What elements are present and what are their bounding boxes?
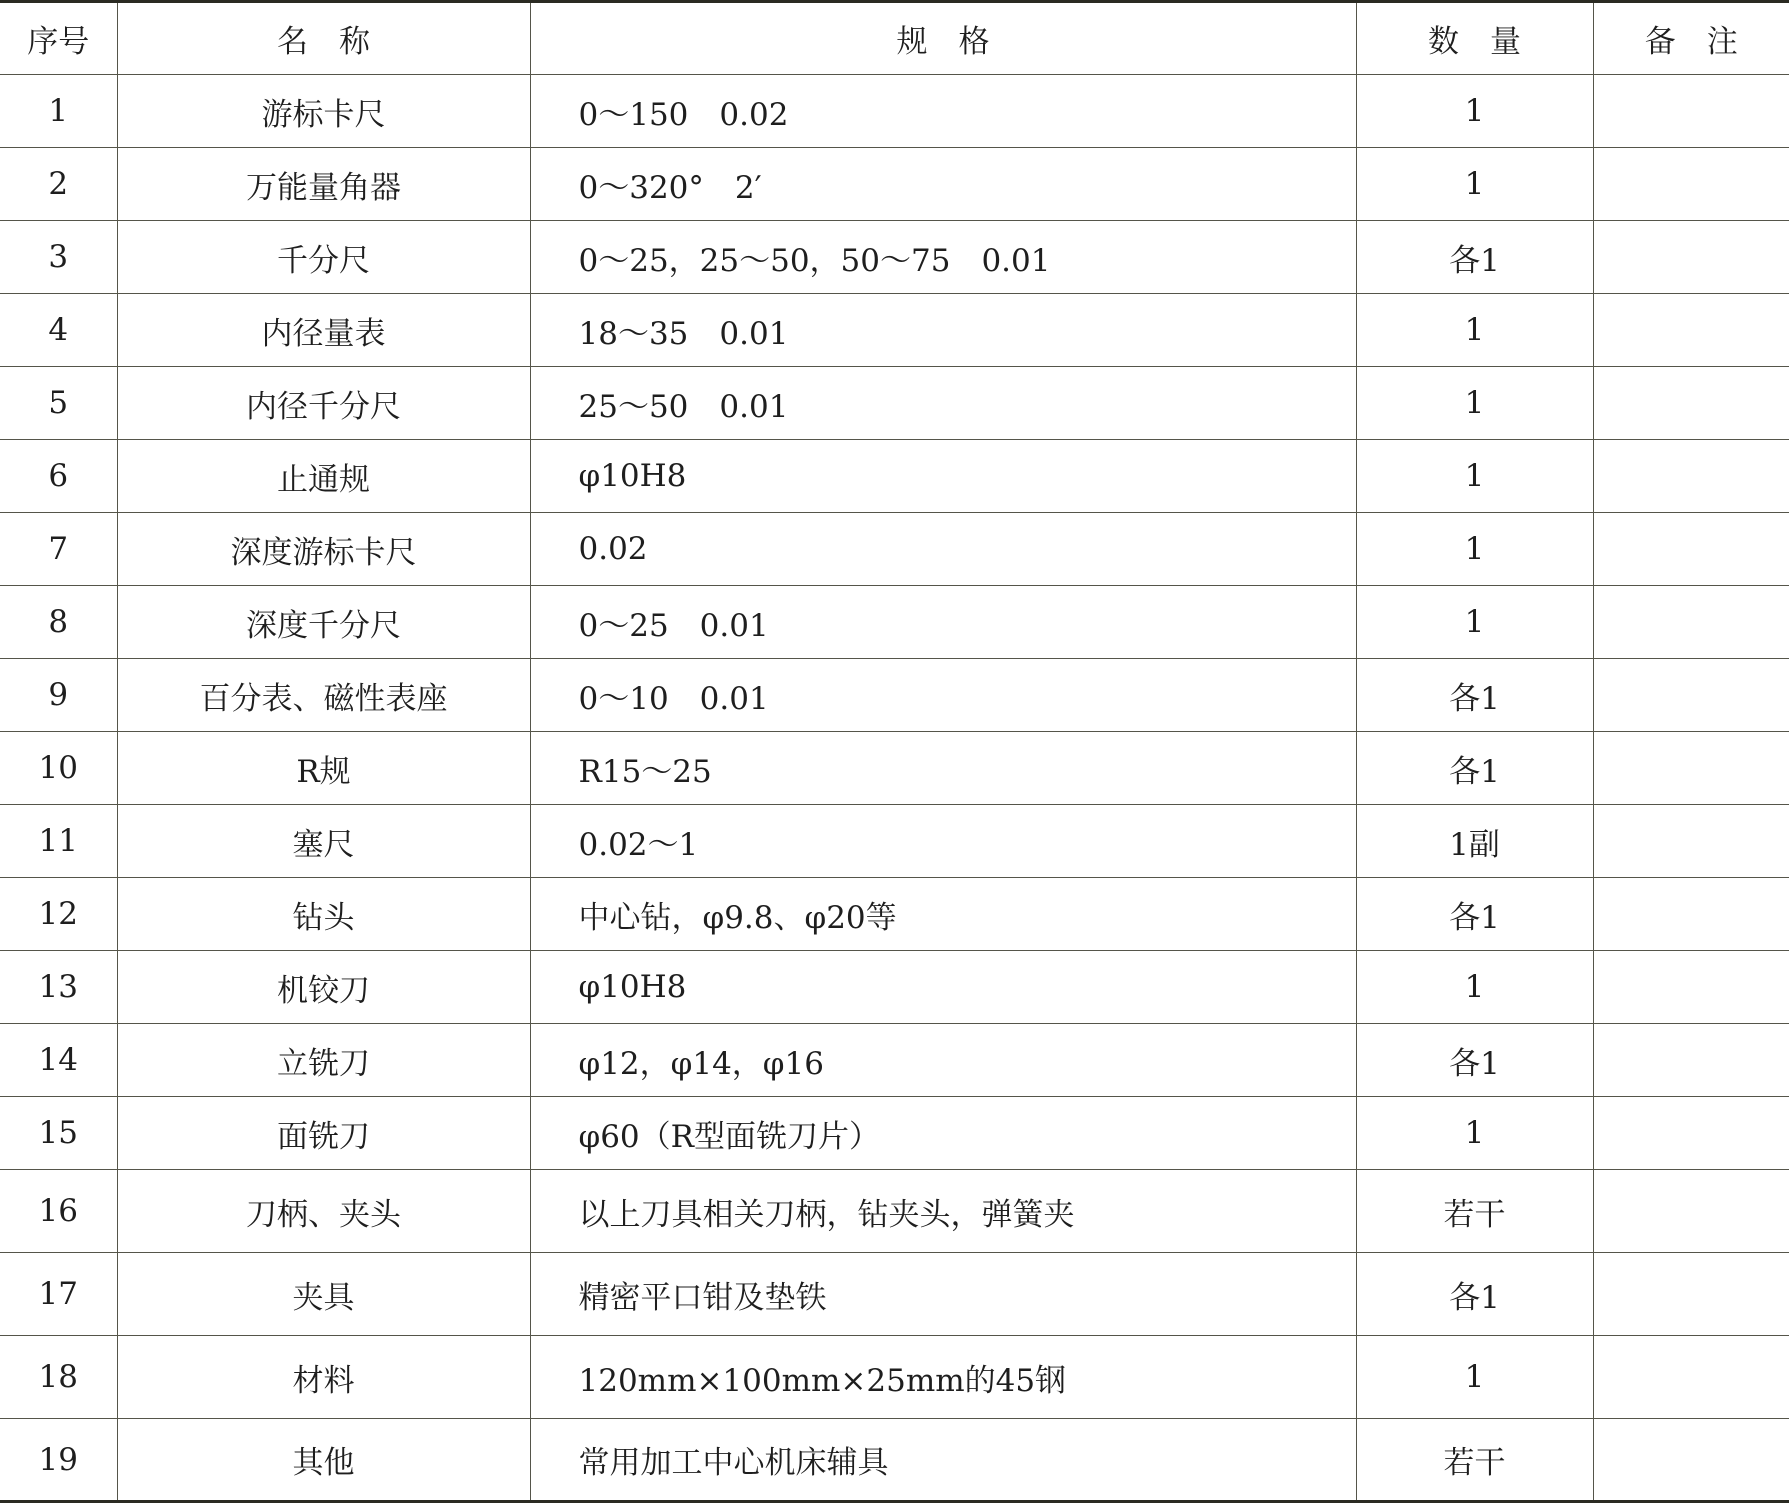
table-row — [0, 294, 1789, 367]
cell-quantity: 1副 — [1356, 805, 1593, 878]
table-header-row — [0, 2, 1789, 75]
cell-specification: 常用加工中心机床辅具 — [530, 1419, 1356, 1502]
table-row — [0, 1024, 1789, 1097]
table-row — [0, 1419, 1789, 1502]
cell-name: 万能量角器 — [117, 148, 530, 221]
cell-name: 深度千分尺 — [117, 586, 530, 659]
cell-serial-number: 12 — [0, 878, 117, 951]
cell-name: R规 — [117, 732, 530, 805]
cell-remarks — [1593, 805, 1789, 878]
cell-remarks — [1593, 1170, 1789, 1253]
cell-remarks — [1593, 148, 1789, 221]
cell-serial-number: 19 — [0, 1419, 117, 1502]
cell-serial-number: 5 — [0, 367, 117, 440]
cell-name: 游标卡尺 — [117, 75, 530, 148]
cell-remarks — [1593, 75, 1789, 148]
table-row — [0, 75, 1789, 148]
cell-quantity: 若干 — [1356, 1419, 1593, 1502]
cell-quantity: 各1 — [1356, 878, 1593, 951]
cell-remarks — [1593, 440, 1789, 513]
cell-remarks — [1593, 1419, 1789, 1502]
cell-name: 内径千分尺 — [117, 367, 530, 440]
cell-quantity: 若干 — [1356, 1170, 1593, 1253]
cell-quantity: 1 — [1356, 294, 1593, 367]
table-row — [0, 732, 1789, 805]
cell-name: 内径量表 — [117, 294, 530, 367]
cell-serial-number: 1 — [0, 75, 117, 148]
cell-name: 千分尺 — [117, 221, 530, 294]
table-row — [0, 1170, 1789, 1253]
cell-serial-number: 11 — [0, 805, 117, 878]
cell-specification: φ10H8 — [530, 951, 1356, 1024]
cell-quantity: 各1 — [1356, 659, 1593, 732]
cell-name: 面铣刀 — [117, 1097, 530, 1170]
cell-quantity: 1 — [1356, 75, 1593, 148]
header-remarks: 备 注 — [1593, 2, 1789, 75]
cell-quantity: 1 — [1356, 1097, 1593, 1170]
table-row — [0, 1336, 1789, 1419]
cell-name: 立铣刀 — [117, 1024, 530, 1097]
table-row — [0, 221, 1789, 294]
cell-quantity: 各1 — [1356, 732, 1593, 805]
cell-quantity: 1 — [1356, 440, 1593, 513]
cell-serial-number: 13 — [0, 951, 117, 1024]
table-row — [0, 586, 1789, 659]
cell-specification: φ12，φ14，φ16 — [530, 1024, 1356, 1097]
cell-specification: φ10H8 — [530, 440, 1356, 513]
cell-name: 塞尺 — [117, 805, 530, 878]
cell-name: 夹具 — [117, 1253, 530, 1336]
cell-specification: 0～10 0.01 — [530, 659, 1356, 732]
cell-quantity: 1 — [1356, 513, 1593, 586]
table-row — [0, 440, 1789, 513]
header-serial-number: 序号 — [0, 2, 117, 75]
cell-remarks — [1593, 586, 1789, 659]
cell-specification: R15～25 — [530, 732, 1356, 805]
cell-remarks — [1593, 1336, 1789, 1419]
cell-name: 止通规 — [117, 440, 530, 513]
cell-specification: 0～150 0.02 — [530, 75, 1356, 148]
table-row — [0, 1097, 1789, 1170]
cell-quantity: 各1 — [1356, 1253, 1593, 1336]
table-row — [0, 148, 1789, 221]
cell-serial-number: 9 — [0, 659, 117, 732]
cell-remarks — [1593, 951, 1789, 1024]
cell-specification: φ60（R型面铣刀片） — [530, 1097, 1356, 1170]
cell-serial-number: 3 — [0, 221, 117, 294]
cell-remarks — [1593, 294, 1789, 367]
cell-name: 机铰刀 — [117, 951, 530, 1024]
cell-quantity: 1 — [1356, 951, 1593, 1024]
cell-name: 百分表、磁性表座 — [117, 659, 530, 732]
cell-specification: 0～320° 2′ — [530, 148, 1356, 221]
cell-serial-number: 6 — [0, 440, 117, 513]
cell-remarks — [1593, 1097, 1789, 1170]
cell-quantity: 1 — [1356, 586, 1593, 659]
cell-serial-number: 17 — [0, 1253, 117, 1336]
cell-remarks — [1593, 1253, 1789, 1336]
cell-specification: 0.02～1 — [530, 805, 1356, 878]
cell-quantity: 1 — [1356, 1336, 1593, 1419]
header-name: 名 称 — [117, 2, 530, 75]
cell-remarks — [1593, 221, 1789, 294]
cell-serial-number: 8 — [0, 586, 117, 659]
cell-serial-number: 16 — [0, 1170, 117, 1253]
cell-name: 材料 — [117, 1336, 530, 1419]
table-row — [0, 659, 1789, 732]
cell-serial-number: 4 — [0, 294, 117, 367]
cell-serial-number: 2 — [0, 148, 117, 221]
cell-specification: 0～25，25～50，50～75 0.01 — [530, 221, 1356, 294]
cell-name: 深度游标卡尺 — [117, 513, 530, 586]
cell-specification: 25～50 0.01 — [530, 367, 1356, 440]
cell-remarks — [1593, 367, 1789, 440]
cell-quantity: 各1 — [1356, 1024, 1593, 1097]
table-row — [0, 1253, 1789, 1336]
cell-name: 钻头 — [117, 878, 530, 951]
header-specification: 规 格 — [530, 2, 1356, 75]
cell-name: 其他 — [117, 1419, 530, 1502]
cell-serial-number: 15 — [0, 1097, 117, 1170]
cell-serial-number: 18 — [0, 1336, 117, 1419]
cell-quantity: 1 — [1356, 367, 1593, 440]
cell-specification: 0～25 0.01 — [530, 586, 1356, 659]
header-quantity: 数 量 — [1356, 2, 1593, 75]
cell-specification: 120mm×100mm×25mm的45钢 — [530, 1336, 1356, 1419]
cell-remarks — [1593, 659, 1789, 732]
cell-name: 刀柄、夹头 — [117, 1170, 530, 1253]
cell-specification: 精密平口钳及垫铁 — [530, 1253, 1356, 1336]
table-row — [0, 367, 1789, 440]
cell-specification: 18～35 0.01 — [530, 294, 1356, 367]
table-row — [0, 805, 1789, 878]
table-row — [0, 951, 1789, 1024]
cell-remarks — [1593, 513, 1789, 586]
table-row — [0, 878, 1789, 951]
cell-serial-number: 7 — [0, 513, 117, 586]
table-row — [0, 513, 1789, 586]
cell-serial-number: 14 — [0, 1024, 117, 1097]
cell-quantity: 1 — [1356, 148, 1593, 221]
cell-specification: 以上刀具相关刀柄，钻夹头，弹簧夹 — [530, 1170, 1356, 1253]
cell-quantity: 各1 — [1356, 221, 1593, 294]
cell-specification: 中心钻，φ9.8、φ20等 — [530, 878, 1356, 951]
cell-remarks — [1593, 878, 1789, 951]
cell-specification: 0.02 — [530, 513, 1356, 586]
cell-remarks — [1593, 732, 1789, 805]
cell-serial-number: 10 — [0, 732, 117, 805]
cell-remarks — [1593, 1024, 1789, 1097]
